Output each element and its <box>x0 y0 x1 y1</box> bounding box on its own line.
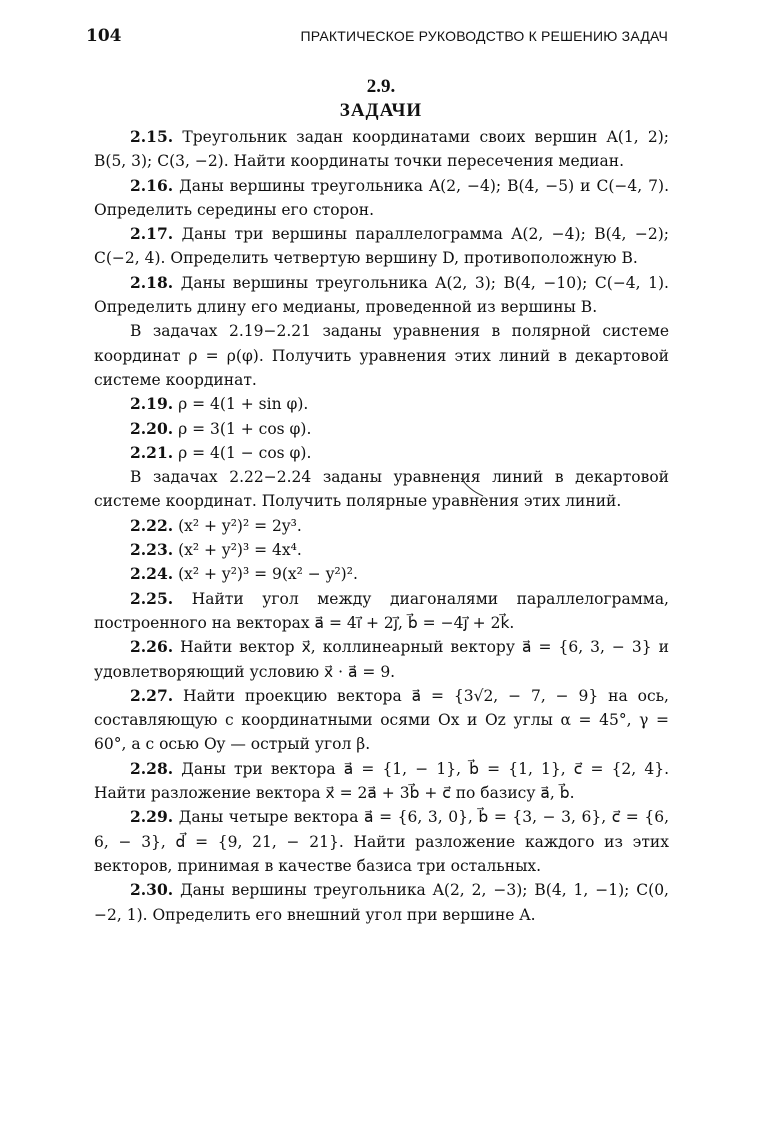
problem-item <box>94 222 669 271</box>
intro-paragraph <box>94 319 669 392</box>
problem-number: 2.16. <box>130 175 174 195</box>
intro-paragraph <box>94 465 669 514</box>
problem-number: 2.22. <box>130 515 174 535</box>
problem-item <box>94 562 669 586</box>
problem-text: (x² + y²)² = 2y³. <box>178 516 302 535</box>
section-number: 2.9. <box>366 76 396 97</box>
intro-text: В задачах 2.19−2.21 заданы уравнения в полярной системе координат ρ = ρ(φ). Получить уравнения этих линий в декартовой системе координат. <box>94 322 669 389</box>
problem-text: Найти проекцию вектора a⃗ = {3√2, − 7, − 9} на ось, составляющую с координатными осями Ox и Oz углы α = 45°, γ = 60°, а с осью Oy — острый угол β. <box>94 686 669 754</box>
problem-number: 2.23. <box>130 540 174 560</box>
problem-item <box>94 878 669 927</box>
problem-text: Треугольник задан координатами своих вершин A(1, 2); B(5, 3); C(3, −2). Найти координаты точки пересечения медиан. <box>94 128 669 171</box>
problem-number: 2.20. <box>130 418 174 438</box>
problem-number: 2.30. <box>130 880 174 900</box>
section-title: ЗАДАЧИ <box>339 100 423 121</box>
problem-text: ρ = 3(1 + cos φ). <box>178 419 312 438</box>
problem-text: Найти вектор x⃗, коллинеарный вектору a⃗ = {6, 3, − 3} и удовлетворяющий условию x⃗ · a⃗ = 9. <box>94 638 669 681</box>
intro-text: В задачах 2.22−2.24 заданы уравнения линий в декартовой системе координат. Получить полярные уравнения этих линий. <box>94 468 669 511</box>
problem-text: ρ = 4(1 + sin φ). <box>178 395 309 414</box>
problem-text: Найти угол между диагоналями параллелограмма, построенного на векторах a⃗ = 4i⃗ + 2j⃗, b⃗ = −4j⃗ + 2k⃗. <box>94 589 669 632</box>
problem-item <box>94 271 669 320</box>
problem-number: 2.29. <box>130 807 174 827</box>
problem-item <box>94 514 669 538</box>
problem-item <box>94 757 669 806</box>
problem-text: Даны вершины треугольника A(2, −4); B(4, −5) и C(−4, 7). Определить середины его сторон. <box>94 176 669 219</box>
problem-number: 2.17. <box>130 224 174 244</box>
problem-item <box>94 684 669 757</box>
problem-text: Даны вершины треугольника A(2, 2, −3); B(4, 1, −1); C(0, −2, 1). Определить его внешний угол при вершине A. <box>94 881 669 924</box>
page-header <box>86 26 668 48</box>
problem-number: 2.24. <box>130 564 174 584</box>
problem-text: Даны вершины треугольника A(2, 3); B(4, −10); C(−4, 1). Определить длину его медианы, проведенной из вершины B. <box>94 273 669 317</box>
problem-number: 2.18. <box>130 272 174 292</box>
problem-item <box>94 125 669 174</box>
problem-item <box>94 538 669 562</box>
problem-item <box>94 441 669 465</box>
problem-number: 2.28. <box>130 758 174 778</box>
problem-text: ρ = 4(1 − cos φ). <box>178 443 312 462</box>
problem-text: (x² + y²)³ = 9(x² − y²)². <box>178 565 358 584</box>
page-number: 104 <box>86 26 122 46</box>
problem-item <box>94 587 669 636</box>
problem-item <box>94 392 669 416</box>
pencil-stroke-mark <box>459 476 485 498</box>
problem-number: 2.25. <box>130 588 174 608</box>
problem-number: 2.15. <box>130 127 174 146</box>
problem-text: Даны три вектора a⃗ = {1, − 1}, b⃗ = {1, 1}, c⃗ = {2, 4}. Найти разложение вектора x⃗ = 2a⃗ + 3b⃗ + c⃗ по базису a⃗, b⃗. <box>94 759 669 803</box>
problem-item <box>94 805 669 878</box>
problem-list <box>94 125 669 927</box>
running-title: ПРАКТИЧЕСКОЕ РУКОВОДСТВО К РЕШЕНИЮ ЗАДАЧ <box>300 28 668 44</box>
problem-text: Даны четыре вектора a⃗ = {6, 3, 0}, b⃗ = {3, − 3, 6}, c⃗ = {6, 6, − 3}, d⃗ = {9, 21, − 21}. Найти разложение каждого из этих векторов, принимая в качестве базиса три остальных. <box>94 808 670 875</box>
problem-item <box>94 417 669 441</box>
problem-number: 2.21. <box>130 442 174 462</box>
problem-number: 2.19. <box>130 394 174 414</box>
problem-text: Даны три вершины параллелограмма A(2, −4); B(4, −2); C(−2, 4). Определить четвертую вершину D, противоположную B. <box>94 225 669 268</box>
problem-item <box>94 635 669 684</box>
problem-number: 2.27. <box>130 685 174 705</box>
problem-number: 2.26. <box>130 637 174 657</box>
problem-item <box>94 174 669 223</box>
problem-text: (x² + y²)³ = 4x⁴. <box>178 541 302 560</box>
